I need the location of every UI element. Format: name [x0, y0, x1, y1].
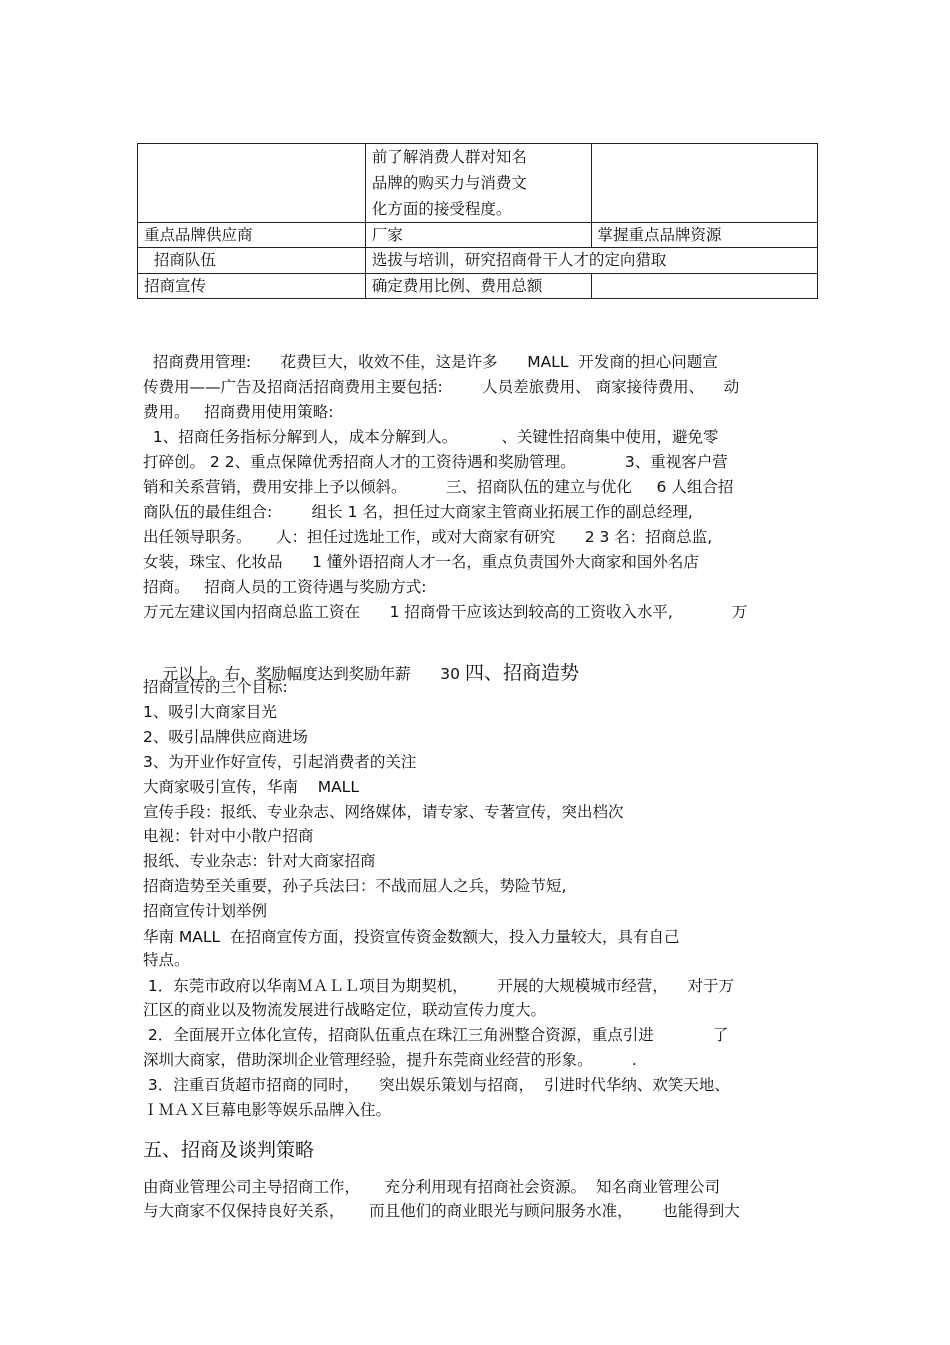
table-cell	[365, 144, 591, 223]
paragraph-line: 2、吸引品牌供应商进场	[143, 728, 308, 746]
paragraph-line: 招商费用管理: 花费巨大，收效不佳，这是许多 MALL 开发商的担心问题宣	[143, 353, 718, 371]
cell-line: 品牌的购买力与消费文	[371, 174, 527, 192]
table-cell: 掌握重点品牌资源	[591, 223, 818, 248]
table-row	[138, 248, 818, 274]
paragraph-line: 传费用——广告及招商活招商费用主要包括: 人员差旅费用、 商家接待费用、 动	[143, 378, 740, 396]
paragraph-line: 宣传手段：报纸、专业杂志、网络媒体，请专家、专著宣传，突出档次	[143, 803, 624, 821]
table-row	[138, 144, 818, 223]
table-cell: 选拔与培训，研究招商骨干人才的定向猎取	[365, 248, 817, 274]
paragraph-line: 商队伍的最佳组合: 组长 1 名，担任过大商家主管商业拓展工作的副总经理,	[143, 503, 693, 521]
paragraph-line: 1．东莞市政府以华南ＭＡＬＬ项目为期契机， 开展的大规模城市经营， 对于万	[143, 977, 735, 995]
section-4-heading: 四、招商造势	[464, 662, 579, 684]
paragraph-line: 与大商家不仅保持良好关系， 而且他们的商业眼光与顾问服务水准， 也能得到大	[143, 1202, 740, 1220]
cell-line: 前了解消费人群对知名	[371, 148, 527, 166]
table-cell	[591, 144, 818, 223]
paragraph-line: 打碎创。 2 2、重点保障优秀招商人才的工资待遇和奖励管理。 3、重视客户营	[143, 453, 728, 471]
paragraph-line: 1、招商任务指标分解到人，成本分解到人。 、关键性招商集中使用，避免零	[143, 428, 719, 446]
paragraph-line: 特点。	[143, 951, 190, 969]
paragraph-line: 万元左建议国内招商总监工资在 1 招商骨干应该达到较高的工资收入水平, 万	[143, 603, 748, 621]
paragraph-line: 3．注重百货超市招商的同时， 突出娱乐策划与招商， 引进时代华纳、欢笑天地、	[143, 1076, 730, 1094]
paragraph-line: 2．全面展开立体化宣传，招商队伍重点在珠江三角洲整合资源，重点引进 了	[143, 1026, 729, 1044]
paragraph-line: 费用。 招商费用使用策略:	[143, 403, 334, 421]
paragraph-line: 出任领导职务。 人：担任过选址工作，或对大商家有研究 2 3 名：招商总监,	[143, 528, 713, 546]
paragraph-line: 销和关系营销，费用安排上予以倾斜。 三、招商队伍的建立与优化 6 人组合招	[143, 478, 734, 496]
cell-line: 化方面的接受程度。	[371, 200, 512, 218]
table-cell: 重点品牌供应商	[138, 223, 366, 248]
paragraph-line: ＩＭＡＸ巨幕电影等娱乐品牌入住。	[143, 1101, 392, 1119]
section-5-heading: 五、招商及谈判策略	[143, 1139, 315, 1161]
paragraph-line: 江区的商业以及物流发展进行战略定位，联动宣传力度大。	[143, 1001, 547, 1019]
paragraph-line: 招商。 招商人员的工资待遇与奖励方式:	[143, 578, 427, 596]
paragraph-line: 招商造势至关重要，孙子兵法曰：不战而屈人之兵，势险节短,	[143, 877, 567, 895]
table-cell: 招商队伍	[138, 248, 366, 274]
paragraph-line: 1、吸引大商家目光	[143, 703, 277, 721]
paragraph-line: 招商宣传计划举例	[143, 902, 268, 920]
plan-table	[137, 143, 818, 299]
table-cell	[591, 274, 818, 299]
paragraph-line: 元以上。右，奖励幅度达到奖励年薪 30	[162, 665, 465, 683]
paragraph-line: 女装，珠宝、化妆品 1 懂外语招商人才一名，重点负责国外大商家和国外名店	[143, 553, 699, 571]
paragraph-line: 深圳大商家，借助深圳企业管理经验，提升东莞商业经营的形象。 .	[143, 1051, 637, 1069]
table-row	[138, 223, 818, 248]
table-cell: 确定费用比例、费用总额	[365, 274, 591, 299]
paragraph-line: 电视：针对中小散户招商	[143, 827, 314, 845]
paragraph-line: 3、为开业作好宣传，引起消费者的关注	[143, 753, 417, 771]
paragraph-line: 招商宣传的三个目标:	[143, 678, 288, 696]
paragraph-line: 报纸、专业杂志：针对大商家招商	[143, 852, 376, 870]
paragraph-line: 华南 MALL 在招商宣传方面，投资宣传资金数额大，投入力量较大，具有自己	[143, 928, 680, 946]
table-row	[138, 274, 818, 299]
paragraph-line: 大商家吸引宣传，华南 MALL	[143, 778, 359, 796]
table-cell: 厂家	[365, 223, 591, 248]
table-cell: 招商宣传	[138, 274, 366, 299]
table-cell	[138, 144, 366, 223]
paragraph-line: 由商业管理公司主导招商工作， 充分利用现有招商社会资源。 知名商业管理公司	[143, 1178, 720, 1196]
